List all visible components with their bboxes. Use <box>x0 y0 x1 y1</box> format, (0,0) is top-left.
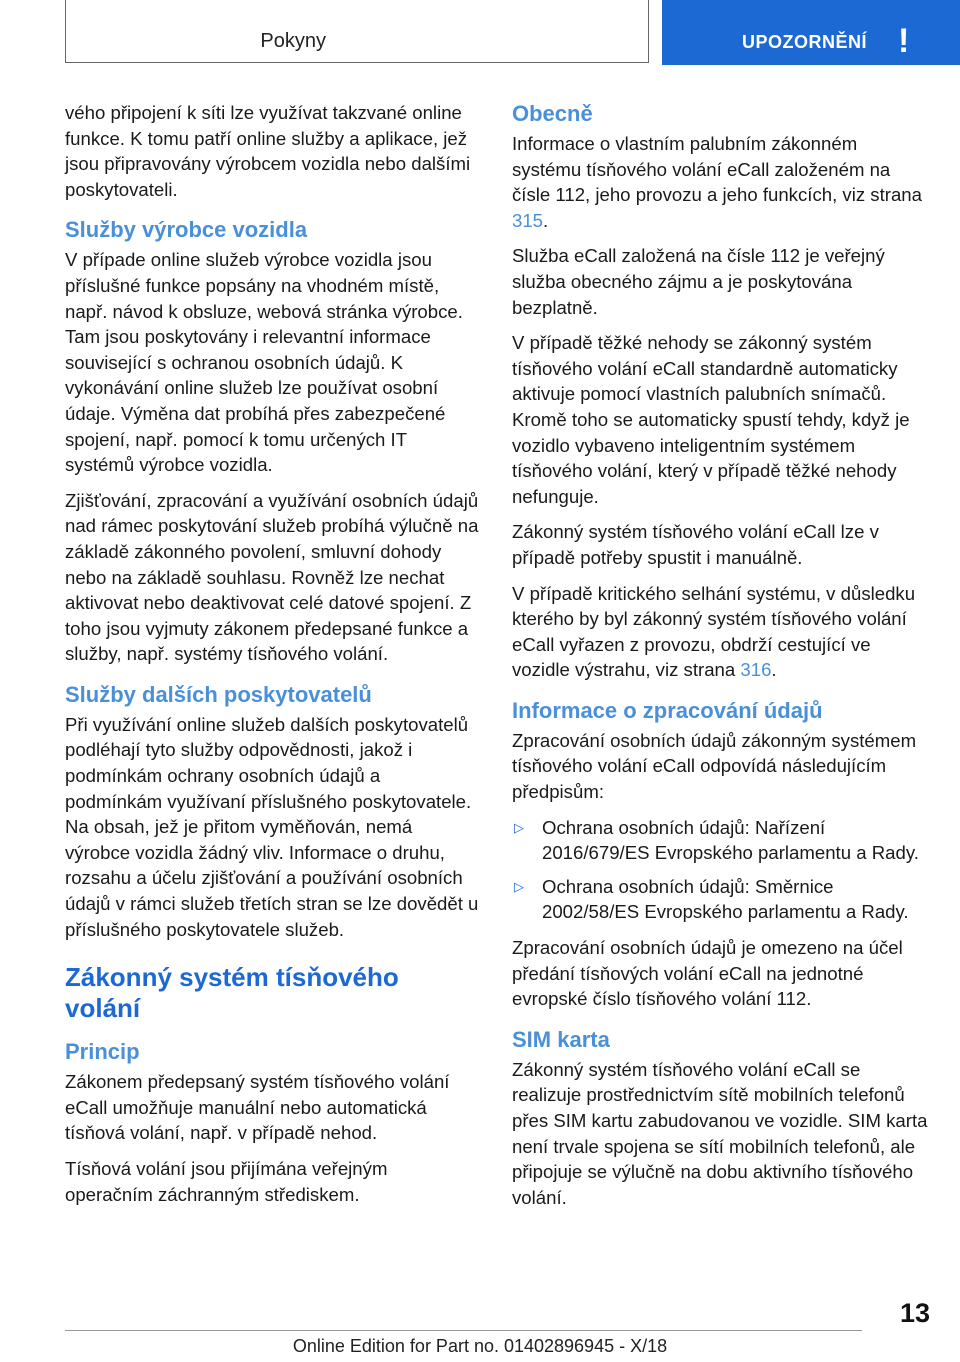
paragraph-text: Informace o vlastním palubním zákonném systému tísňového volání eCall založeném na čísle 112, jeho provozu a jeho funkcích, viz strana <box>512 133 922 206</box>
paragraph <box>512 581 928 683</box>
paragraph: Zákonem předepsaný systém tísňového volání eCall umožňuje manuální nebo automatická tísňová volání, např. v případě nehod. <box>65 1071 450 1144</box>
regulation-list <box>512 815 928 925</box>
warning-tab[interactable] <box>662 0 960 65</box>
paragraph: V případe online služeb výrobce vozidla jsou příslušné funkce popsány na vhodném místě, např. návod k obsluze, webová stránka výrobce. Tam jsou poskytovány i relevantní informace související s ochranou osobních údajů. K vykonávání online služeb lze používat osobní údaje. Výměna dat probíhá přes zabezpečené spojení, např. pomocí k tomu určených IT systémů výrobce vozidla. <box>65 249 463 476</box>
list-item <box>512 815 928 866</box>
triangle-bullet-icon: ▷ <box>514 819 524 835</box>
heading-other-providers: Služby dalších poskytovatelů <box>65 681 372 707</box>
section-title: Pokyny <box>260 30 326 52</box>
paragraph: Tísňová volání jsou přijímána veřejným operačním záchranným střediskem. <box>65 1158 388 1205</box>
paragraph-end: . <box>771 659 777 681</box>
page-link-316[interactable]: 316 <box>740 659 772 681</box>
paragraph: Zpracování osobních údajů zákonným systémem tísňového volání eCall odpovídá následujícím předpisům: <box>512 729 917 803</box>
paragraph: Služba eCall založená na čísle 112 je veřejný služba obecného zájmu a je poskytována bezplatně. <box>512 245 885 318</box>
paragraph <box>512 131 928 233</box>
heading-general: Obecně <box>512 101 593 126</box>
right-column <box>512 100 928 1220</box>
header-frame <box>65 0 649 63</box>
paragraph: Zákonný systém tísňového volání eCall lze v případě potřeby spustit i manuálně. <box>512 521 879 568</box>
list-item-text: Ochrana osobních údajů: Nařízení 2016/679/ES Evropského parlamentu a Rady. <box>542 816 919 864</box>
heading-sim-card: SIM karta <box>512 1026 610 1052</box>
paragraph: Zjišťování, zpracování a využívání osobních údajů nad rámec poskytování služeb probíhá výlučně na základě zákonného povolení, smluvní dohody nebo na základě souhlasu. Rovněž lze nechat aktivovat nebo deaktivovat celé datové spojení. Z toho jsou vyjmuty zákonem předepsané funkce a služby, např. systémy tísňového volání. <box>65 489 479 665</box>
edition-footer: Online Edition for Part no. 01402896945 - X/18 <box>292 1336 668 1356</box>
paragraph: Při využívání online služeb dalších poskytovatelů podléhají tyto služby odpovědnosti, jakož i podmínkám ochrany osobních údajů a podmínkám využívaní příslušného poskytovatele. Na obsah, jež je přitom vyměňován, nemá výrobce vozidla žádný vliv. Informace o druhu, rozsahu a účelu zjišťování a používání osobních údajů v rámci služeb třetích stran se lze dovědět u příslušného poskytovatele služeb. <box>65 713 479 940</box>
heading-principle: Princip <box>65 1039 140 1065</box>
page-number: 13 <box>899 1298 930 1328</box>
exclamation-icon: ! <box>898 22 910 60</box>
paragraph: Zákonný systém tísňového volání eCall se realizuje prostřednictvím sítě mobilních telefonů přes SIM kartu zabudovanou ve vozidle. SIM karta není trvale spojena se sítí mobilních telefonů, ale připojuje se výlučně na dobu aktivního tísňového volání. <box>512 1058 928 1208</box>
paragraph-end: . <box>543 209 549 231</box>
list-item-text: Ochrana osobních údajů: Směrnice 2002/58/ES Evropského parlamentu a Rady. <box>542 875 909 923</box>
heading-ecall-system: Zákonný systém tísňového volání <box>65 962 399 1024</box>
paragraph-text: V případě kritického selhání systému, v důsledku kterého by byl zákonný systém tísňového volání eCall vyřazen z provozu, obdrží cestující ve vozidle výstrahu, viz strana <box>512 582 916 681</box>
list-item <box>512 874 928 925</box>
heading-data-processing: Informace o zpracování údajů <box>512 697 823 723</box>
paragraph: vého připojení k síti lze využívat takzvané online funkce. K tomu patří online služby a aplikace, jež jsou připravovány výrobcem vozidla nebo dalšími poskytovateli. <box>65 102 471 200</box>
left-column <box>65 100 480 1217</box>
footer-divider <box>65 1330 862 1331</box>
page-link-315[interactable]: 315 <box>512 209 544 231</box>
paragraph: Zpracování osobních údajů je omezeno na účel předání tísňových volání eCall na jednotné evropské číslo tísňového volání 112. <box>512 937 903 1010</box>
heading-manufacturer-services: Služby výrobce vozidla <box>65 217 308 243</box>
paragraph: V případě těžké nehody se zákonný systém tísňového volání eCall standardně automaticky aktivuje pomocí vlastních palubních snímačů. Kromě toho se automaticky spustí tehdy, když je vozidlo vybaveno inteligentním systémem tísňového volání, který v případě těžké nehody nefunguje. <box>512 332 910 507</box>
warning-label: UPOZORNĚNÍ <box>742 32 868 52</box>
triangle-bullet-icon: ▷ <box>514 878 524 894</box>
